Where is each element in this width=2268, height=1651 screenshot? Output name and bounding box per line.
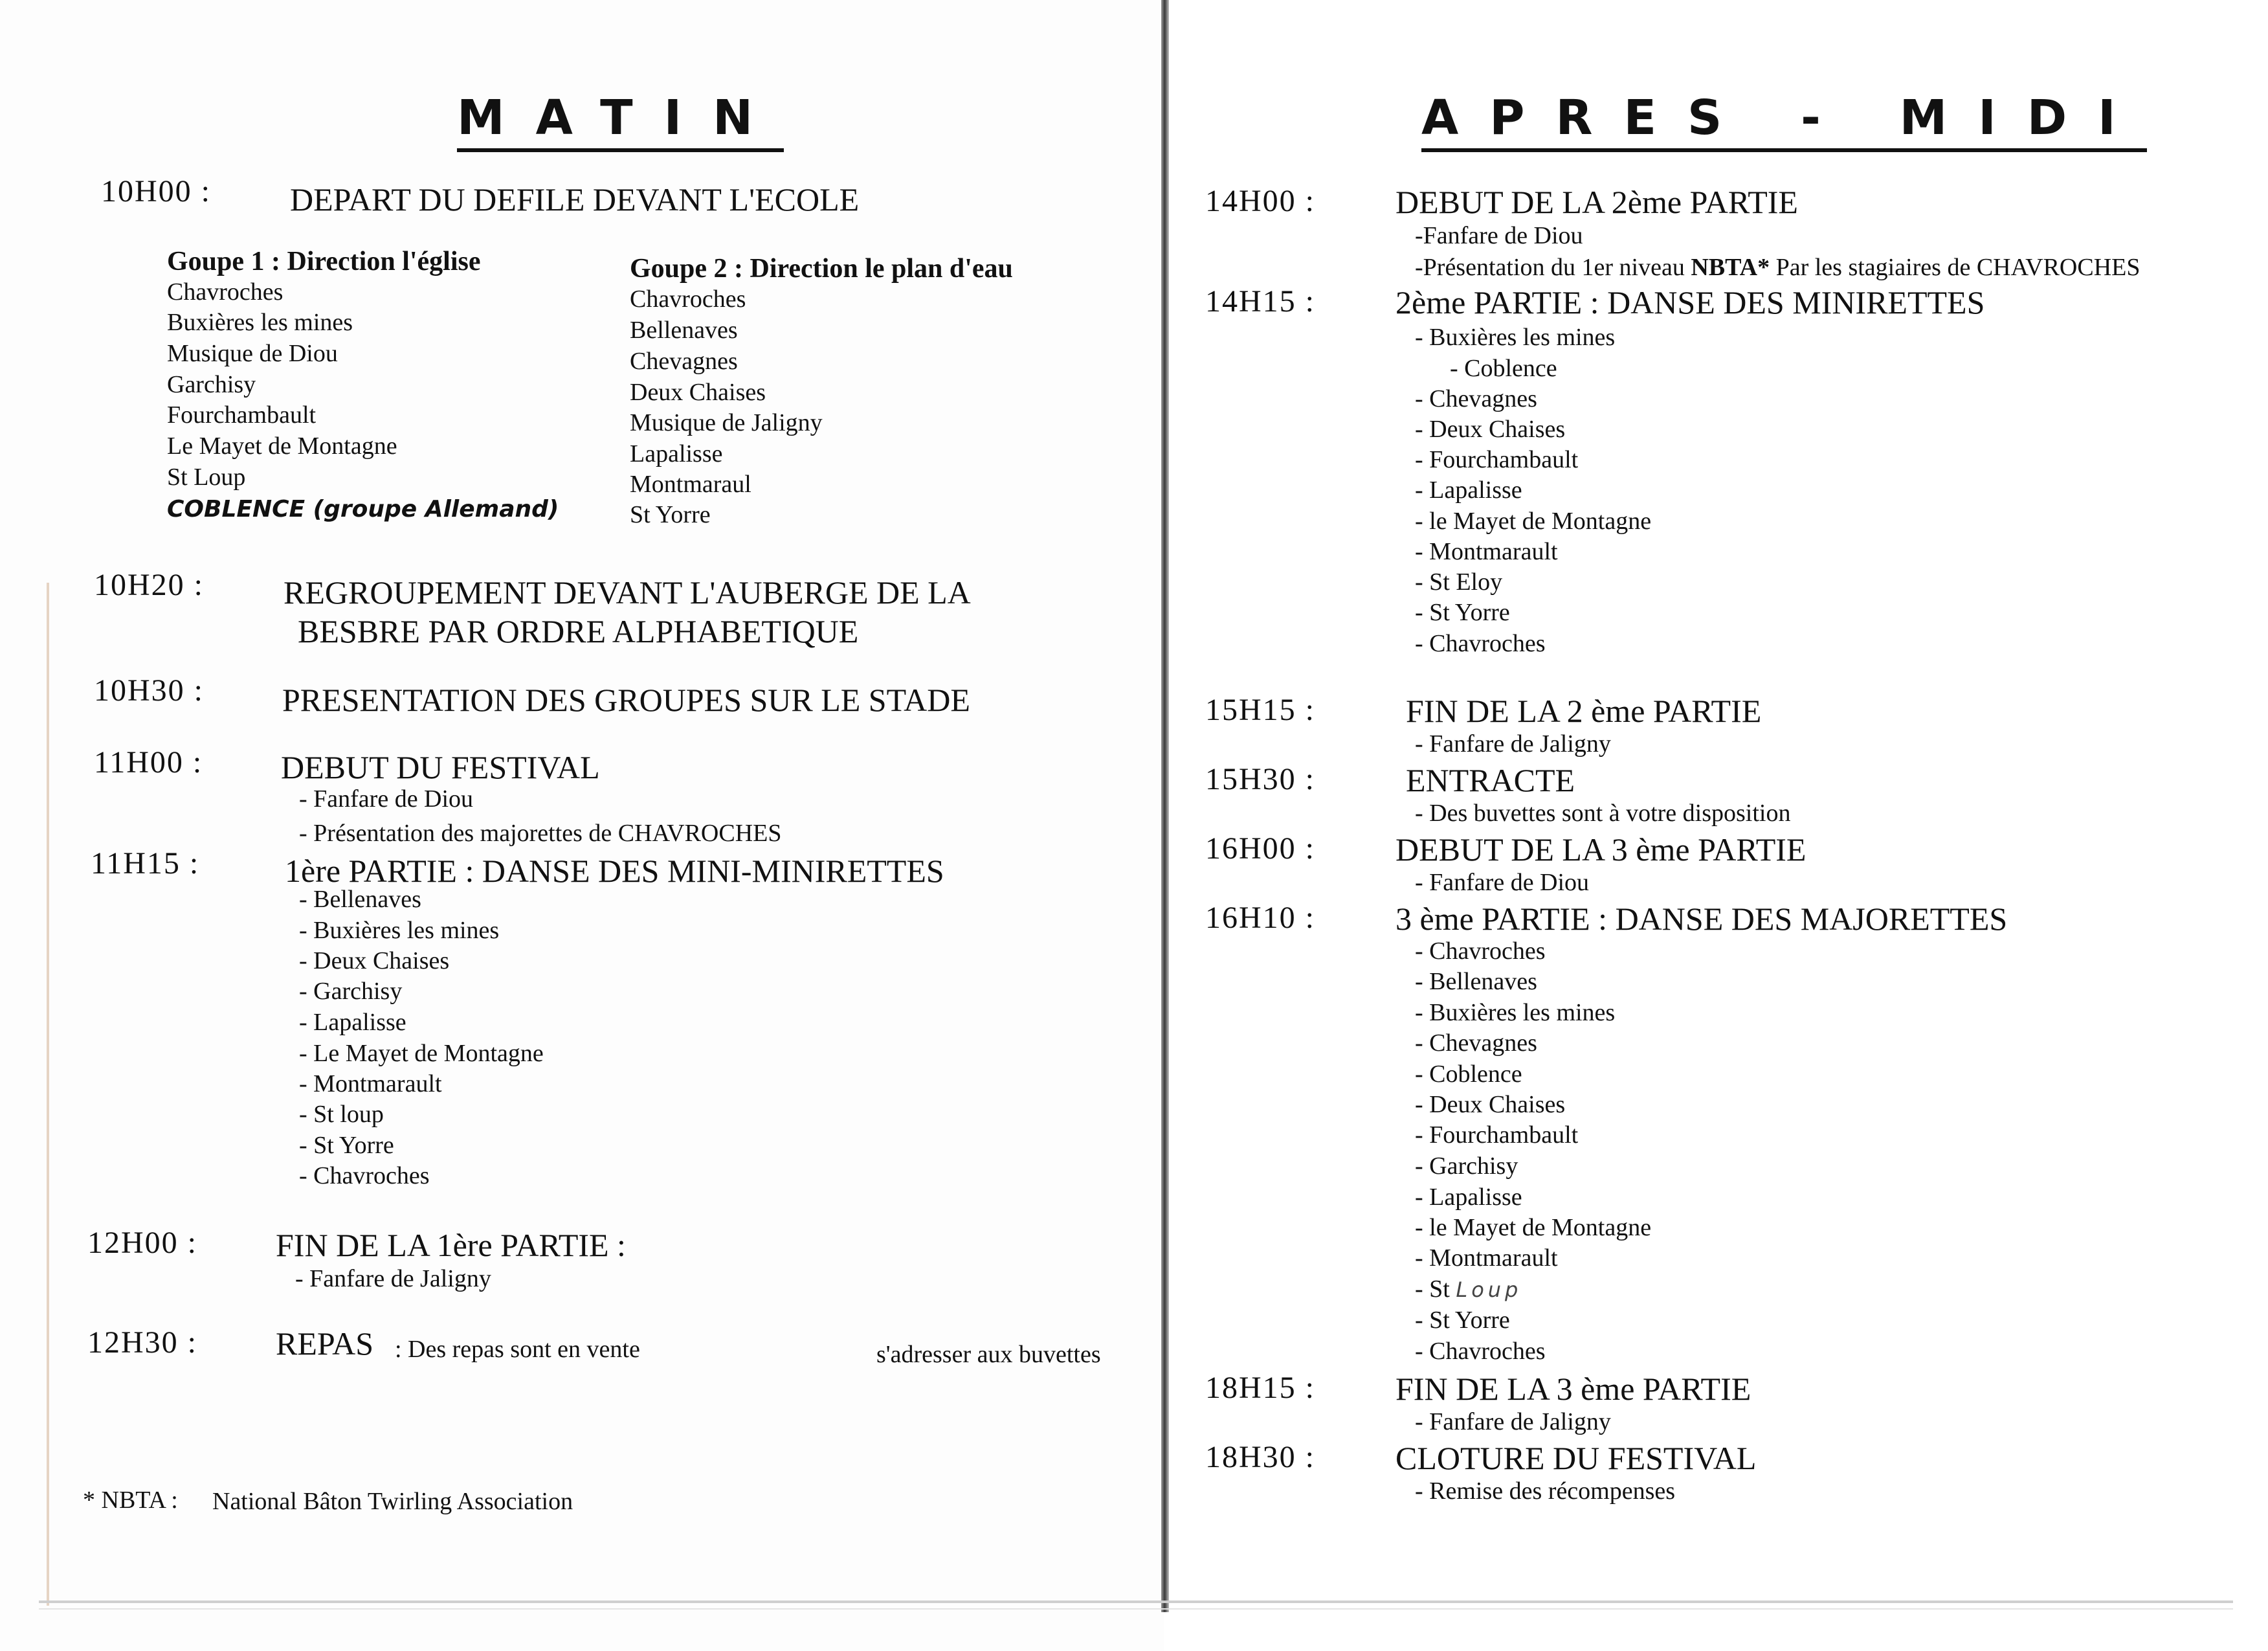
event-detail: - Chavroches <box>1415 938 1546 965</box>
event-detail-text: Par les stagiaires de CHAVROCHES <box>1775 254 2140 281</box>
nbta-mark: NBTA* <box>1691 254 1770 281</box>
event-detail: - Garchisy <box>299 978 403 1005</box>
event-detail: - St Yorre <box>1415 1307 1510 1334</box>
time-14h15: 14H15 : <box>1205 284 1315 319</box>
event-detail: - Deux Chaises <box>299 947 450 974</box>
handwritten-loup: Loup <box>1456 1277 1522 1302</box>
event-detail: - Deux Chaises <box>1415 416 1566 443</box>
group-1-item: Buxières les mines <box>167 309 353 336</box>
event-detail: - St Yorre <box>1415 599 1510 626</box>
booklet-fold <box>1161 0 1169 1612</box>
footnote-mark: * NBTA : <box>83 1487 178 1514</box>
event-detail: - Chavroches <box>1415 630 1546 657</box>
event-detail: - Coblence <box>1415 1061 1522 1088</box>
event-detail: - Fanfare de Diou <box>1415 869 1590 896</box>
group-1-item: Le Mayet de Montagne <box>167 432 397 460</box>
footnote-text: National Bâton Twirling Association <box>212 1488 573 1515</box>
event-title: REGROUPEMENT DEVANT L'AUBERGE DE LA <box>284 574 971 611</box>
event-detail: - Chavroches <box>1415 1338 1546 1365</box>
event-title: DEPART DU DEFILE DEVANT L'ECOLE <box>290 181 860 218</box>
group-1-german-item: COBLENCE (groupe Allemand) <box>167 496 559 522</box>
group-2-title: Goupe 2 : Direction le plan d'eau <box>630 254 1013 284</box>
event-detail: - Bellenaves <box>299 886 421 913</box>
group-1-item: Musique de Diou <box>167 340 338 367</box>
time-16h00: 16H00 : <box>1205 831 1315 866</box>
group-2-item: Lapalisse <box>630 440 723 467</box>
event-detail: - Fanfare de Diou <box>299 785 474 813</box>
group-1-title: Goupe 1 : Direction l'église <box>167 247 481 276</box>
group-1-item: Chavroches <box>167 278 284 306</box>
time-16h10: 16H10 : <box>1205 901 1315 935</box>
group-2-item: Musique de Jaligny <box>630 409 823 436</box>
event-title: DEBUT DE LA 2ème PARTIE <box>1395 184 1798 220</box>
matin-title: MATIN <box>457 92 784 152</box>
event-title: 3 ème PARTIE : DANSE DES MAJORETTES <box>1395 901 2008 937</box>
event-title: BESBRE PAR ORDRE ALPHABETIQUE <box>298 613 859 649</box>
event-title: DEBUT DE LA 3 ème PARTIE <box>1395 831 1807 868</box>
time-15h30: 15H30 : <box>1205 762 1315 796</box>
event-title: 1ère PARTIE : DANSE DES MINI-MINIRETTES <box>285 853 944 889</box>
paper-bottom-edge <box>39 1600 2233 1603</box>
event-detail: - Fourchambault <box>1415 1121 1579 1149</box>
event-detail: - Lapalisse <box>1415 1184 1522 1211</box>
event-title: FIN DE LA 2 ème PARTIE <box>1406 693 1762 729</box>
event-detail: - Fourchambault <box>1415 446 1579 473</box>
event-detail: - St Eloy <box>1415 568 1503 596</box>
event-title: ENTRACTE <box>1406 762 1575 798</box>
event-detail: - Montmarault <box>1415 1244 1558 1272</box>
event-detail: - Lapalisse <box>299 1009 406 1036</box>
group-2-item: Deux Chaises <box>630 379 766 406</box>
event-title: CLOTURE DU FESTIVAL <box>1395 1440 1757 1476</box>
time-18h15: 18H15 : <box>1205 1371 1315 1405</box>
event-detail-text: - St <box>1415 1275 1450 1303</box>
event-detail: - Buxières les mines <box>1415 324 1616 351</box>
event-detail: s'adresser aux buvettes <box>876 1341 1101 1368</box>
event-detail: - Montmarault <box>299 1070 442 1097</box>
time-11h15: 11H15 : <box>91 846 200 881</box>
event-detail: - Chavroches <box>299 1162 430 1189</box>
time-10h20: 10H20 : <box>94 568 204 602</box>
group-2-item: Chavroches <box>630 286 746 313</box>
event-detail-text: -Présentation du 1er niveau <box>1415 254 1685 281</box>
time-12h00: 12H00 : <box>87 1226 197 1260</box>
event-title: FIN DE LA 3 ème PARTIE <box>1395 1371 1751 1407</box>
event-detail: -Fanfare de Diou <box>1415 222 1583 249</box>
event-detail: - Fanfare de Jaligny <box>295 1265 491 1292</box>
time-11h00: 11H00 : <box>94 745 203 780</box>
group-2-item: Montmaraul <box>630 471 751 498</box>
group-2-item: St Yorre <box>630 501 711 528</box>
event-detail: - Garchisy <box>1415 1152 1518 1180</box>
event-detail: - Chevagnes <box>1415 1029 1537 1057</box>
event-title: DEBUT DU FESTIVAL <box>281 749 600 785</box>
event-detail: - Buxières les mines <box>1415 999 1616 1026</box>
time-12h30: 12H30 : <box>87 1325 197 1360</box>
group-2-item: Bellenaves <box>630 317 738 344</box>
event-detail: : Des repas sont en vente <box>395 1336 640 1363</box>
time-10h30: 10H30 : <box>94 673 204 708</box>
event-detail: - Deux Chaises <box>1415 1091 1566 1118</box>
event-detail: - Montmarault <box>1415 538 1558 565</box>
event-detail: - Lapalisse <box>1415 477 1522 504</box>
event-detail <box>1415 255 2140 280</box>
event-detail: - Le Mayet de Montagne <box>299 1040 544 1067</box>
apres-midi-title: APRES - MIDI <box>1421 92 2147 152</box>
event-detail: - Buxières les mines <box>299 917 500 944</box>
event-detail: - le Mayet de Montagne <box>1415 508 1652 535</box>
event-detail: - Chevagnes <box>1415 385 1537 412</box>
time-15h15: 15H15 : <box>1205 693 1315 727</box>
event-detail: - Présentation des majorettes de CHAVROCHES <box>299 820 782 847</box>
paper-bottom-edge <box>39 1608 2233 1610</box>
event-detail: - Des buvettes sont à votre disposition <box>1415 800 1791 827</box>
time-10h00: 10H00 : <box>101 174 211 208</box>
paper-edge <box>47 583 49 1606</box>
event-detail: - St loup <box>299 1101 384 1128</box>
group-1-item: Fourchambault <box>167 401 317 429</box>
event-detail: - Fanfare de Jaligny <box>1415 1408 1611 1435</box>
event-detail: - Coblence <box>1450 355 1557 382</box>
event-title: REPAS <box>276 1325 374 1362</box>
group-1-item: St Loup <box>167 464 246 491</box>
event-title: FIN DE LA 1ère PARTIE : <box>276 1227 626 1263</box>
event-detail: - Remise des récompenses <box>1415 1477 1676 1505</box>
event-title: PRESENTATION DES GROUPES SUR LE STADE <box>282 682 970 718</box>
event-detail: - le Mayet de Montagne <box>1415 1214 1652 1241</box>
event-detail: - Bellenaves <box>1415 968 1537 995</box>
event-detail: - St Yorre <box>299 1132 394 1159</box>
event-detail: - Fanfare de Jaligny <box>1415 730 1611 758</box>
group-2-item: Chevagnes <box>630 348 738 375</box>
event-title: 2ème PARTIE : DANSE DES MINIRETTES <box>1395 284 1985 320</box>
time-18h30: 18H30 : <box>1205 1440 1315 1474</box>
time-14h00: 14H00 : <box>1205 184 1315 218</box>
group-1-item: Garchisy <box>167 371 256 398</box>
event-detail <box>1415 1277 1522 1301</box>
